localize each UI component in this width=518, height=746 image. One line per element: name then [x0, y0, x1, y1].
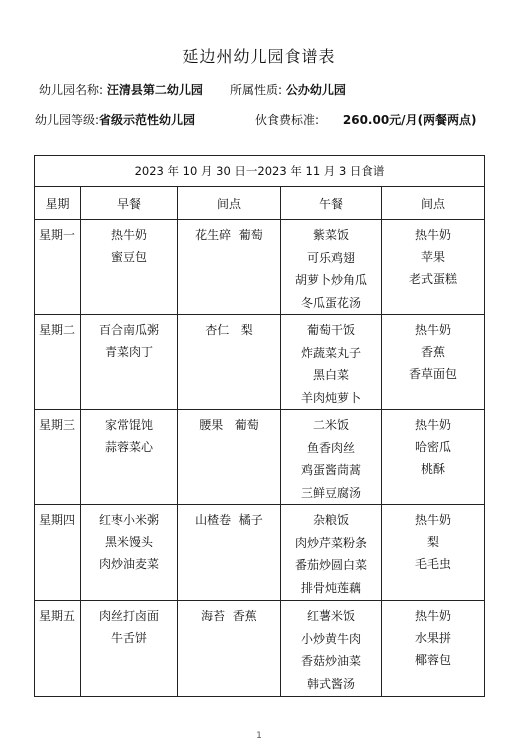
table-row [35, 601, 485, 697]
lunch-cell [281, 601, 382, 697]
dish-item: 二米饭 [312, 418, 349, 432]
dish-item: 紫菜饭 [312, 228, 349, 242]
snack-am-cell: 海苔 香蕉 [178, 601, 281, 697]
nature-value: 公办幼儿园 [285, 83, 346, 97]
header-breakfast: 早餐 [81, 187, 178, 220]
dish-item: 水果拼 [415, 631, 452, 645]
snack-am-cell: 花生碎 葡萄 [178, 220, 281, 315]
snack-am-cell: 杏仁 梨 [178, 315, 281, 410]
dish-item: 苹果 [421, 250, 446, 264]
dish-item: 百合南瓜粥 [98, 323, 159, 337]
snack-pm-cell [382, 410, 485, 505]
dish-item: 肉丝打卤面 [98, 609, 159, 623]
period-header: 2023 年 10 月 30 日一2023 年 11 月 3 日食谱 [35, 156, 485, 187]
table-row [35, 220, 485, 315]
table-row [35, 410, 485, 505]
dish-item: 牛舌饼 [110, 631, 147, 645]
dish-item: 热牛奶 [415, 323, 452, 337]
lunch-cell [281, 505, 382, 601]
dish-item: 哈密瓜 [415, 440, 452, 454]
breakfast-cell [81, 601, 178, 697]
snack-am-cell: 山楂卷 橘子 [178, 505, 281, 601]
page-number: 1 [256, 731, 262, 741]
dish-item: 炸蔬菜丸子 [300, 345, 361, 360]
header-lunch: 午餐 [281, 187, 382, 220]
dish-item: 冬瓜蛋花汤 [300, 295, 361, 310]
meal-fee [255, 111, 477, 128]
kindergarten-nature [230, 81, 346, 98]
dish-item: 鱼香肉丝 [306, 440, 355, 455]
dish-item: 老式蛋糕 [409, 272, 458, 286]
snack-pm-cell [382, 220, 485, 315]
level-label: 幼儿园等级: [35, 113, 100, 127]
snack-pm-cell [382, 315, 485, 410]
dish-item: 红枣小米粥 [98, 513, 159, 527]
fee-label: 伙食费标准: [255, 113, 320, 127]
header-snack-pm: 间点 [382, 187, 485, 220]
dish-item: 黑白菜 [312, 368, 349, 382]
dish-item: 羊肉炖萝卜 [300, 390, 361, 405]
weekday-cell: 星期三 [35, 410, 81, 505]
weekday-cell: 星期四 [35, 505, 81, 601]
weekday-cell: 星期一 [35, 220, 81, 315]
dish-item: 肉炒油麦菜 [98, 557, 159, 571]
dish-item: 热牛奶 [415, 609, 452, 623]
dish-item: 蜜豆包 [110, 250, 147, 264]
nature-label: 所属性质: [230, 83, 283, 97]
dish-item: 三鲜豆腐汤 [300, 485, 361, 500]
dish-item: 椰蓉包 [415, 653, 452, 667]
dish-item: 青菜肉丁 [104, 345, 153, 359]
dish-item: 黑米馒头 [104, 535, 153, 549]
breakfast-cell [81, 410, 178, 505]
dish-item: 番茄炒圆白菜 [294, 558, 367, 572]
table-row [35, 505, 485, 601]
dish-item: 热牛奶 [415, 513, 452, 527]
dish-item: 红薯米饭 [306, 609, 355, 623]
name-label: 幼儿园名称: [39, 83, 104, 97]
dish-item: 鸡蛋酱茼蒿 [300, 463, 361, 477]
dish-item: 香蕉 [421, 345, 446, 359]
lunch-cell [281, 315, 382, 410]
dish-item: 蒜蓉菜心 [104, 440, 153, 454]
header-weekday: 星期 [35, 187, 81, 220]
snack-am-cell: 腰果 葡萄 [178, 410, 281, 505]
snack-pm-cell [382, 601, 485, 697]
dish-item: 排骨炖莲藕 [300, 580, 361, 595]
dish-item: 肉炒芹菜粉条 [294, 535, 367, 550]
breakfast-cell [81, 315, 178, 410]
dish-item: 香草面包 [409, 367, 458, 381]
weekday-cell: 星期五 [35, 601, 81, 697]
dish-item: 毛毛虫 [415, 557, 452, 571]
dish-item: 热牛奶 [110, 228, 147, 242]
page-title: 延边州幼儿园食谱表 [182, 47, 336, 66]
header-snack-am: 间点 [178, 187, 281, 220]
lunch-cell [281, 220, 382, 315]
breakfast-cell [81, 505, 178, 601]
level-value: 省级示范性幼儿园 [99, 113, 196, 127]
dish-item: 韩式酱汤 [306, 676, 355, 691]
breakfast-cell [81, 220, 178, 315]
dish-item: 小炒黄牛肉 [300, 631, 361, 646]
dish-item: 杂粮饭 [312, 513, 349, 527]
dish-item: 可乐鸡翅 [306, 250, 355, 265]
dish-item: 胡萝卜炒角瓜 [294, 273, 367, 287]
dish-item: 家常馄饨 [104, 418, 153, 432]
kindergarten-level [35, 111, 195, 128]
fee-value: 260.00元/月(两餐两点) [342, 113, 477, 127]
dish-item: 香菇炒油菜 [300, 654, 361, 668]
dish-item: 梨 [427, 535, 440, 549]
snack-pm-cell [382, 505, 485, 601]
menu-table [34, 155, 485, 697]
dish-item: 桃酥 [421, 462, 446, 476]
dish-item: 热牛奶 [415, 228, 452, 242]
dish-item: 葡萄干饭 [306, 323, 355, 337]
kindergarten-name [39, 81, 203, 98]
dish-item: 热牛奶 [415, 418, 452, 432]
table-row [35, 315, 485, 410]
name-value: 汪清县第二幼儿园 [106, 83, 203, 97]
weekday-cell: 星期二 [35, 315, 81, 410]
lunch-cell [281, 410, 382, 505]
